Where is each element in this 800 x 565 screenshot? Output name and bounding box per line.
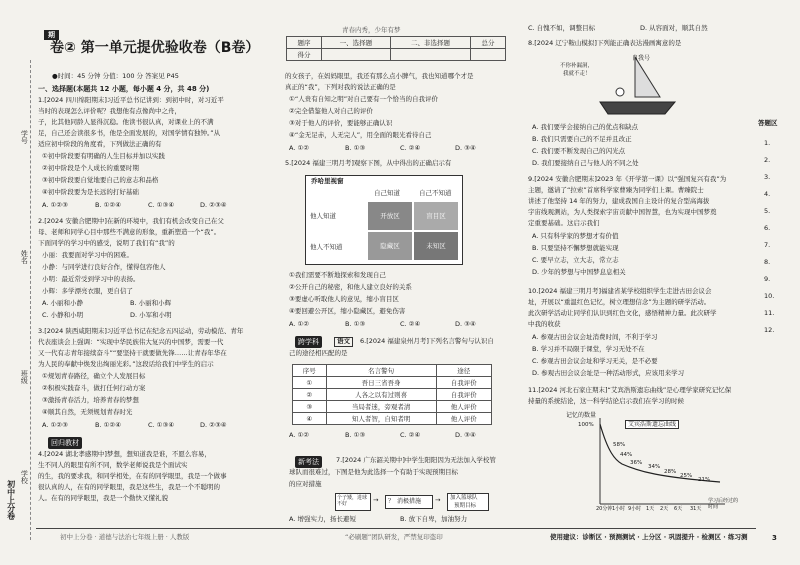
q6-line: 6.[2024 福建泉州月考]下列名言警句与认识自	[360, 337, 494, 345]
binding-xuehao: 学号	[20, 130, 29, 144]
q10-line: 址，开展以“重温红色记忆，树立理想信念”为主题的研学活动。	[528, 298, 711, 306]
q3-item: ③激扬青春活力，培养青春的梦想	[42, 396, 139, 404]
q6-cell: ③	[293, 401, 327, 413]
chart-title: 艾宾浩斯遗忘曲线	[625, 420, 679, 429]
q5-item: ①我们需要不断地探索和发现自己	[289, 271, 386, 279]
q3-option-c[interactable]: C. ①③④	[148, 421, 175, 429]
q8-text: 8.[2024 辽宁鞍山模拟]下列能正确表达漫画寓意的是	[528, 39, 682, 47]
slogan: 青春内秀，少年有梦	[342, 26, 401, 34]
section1-heading: 一、选择题(本题共 12 小题，每小题 4 分，共 48 分)	[38, 85, 210, 93]
johari-cell-unknown: 未知区	[414, 232, 458, 260]
q8-sail-label: 自我号	[632, 55, 651, 62]
johari-row-head-2: 他人不知道	[310, 243, 343, 251]
q7-flow-mid	[385, 495, 433, 509]
q1-item: ②初中阶段是个人成长的重要时期	[42, 164, 139, 172]
q6-cell: 他人评价	[436, 413, 491, 425]
answer-slot-label: 3.	[764, 173, 771, 181]
chart-x-tick: 9小时	[628, 506, 642, 512]
q1-item: ①初中阶段要有明确的人生目标并加以实践	[42, 152, 165, 160]
q6-cell: 吾日三省吾身	[326, 377, 436, 389]
q6-cell: 他人评价	[436, 401, 491, 413]
johari-cell-open: 开放区	[368, 202, 412, 230]
q1-line: 子，比其他同龄人显得沉稳。他读书很认真，对课业上的不满	[38, 118, 214, 126]
q1-line: 适应初中阶段的角度看，下列做法正确的有	[38, 140, 162, 148]
chart-x-tick: 1小时	[612, 506, 626, 512]
q6-head-1: 序号	[293, 365, 327, 377]
q11-line: 11.[2024 河北石家庄期末]“艾宾浩斯遗忘曲线”是心理学家研究记忆保	[528, 386, 732, 394]
q7-flow-arrow: →	[435, 496, 441, 504]
q1-item: ③初中阶段要自觉地要自己的意志和品格	[42, 176, 159, 184]
binding-banji: 班级	[20, 370, 29, 384]
q5-text: 5.[2024 福建三明月考]观察下图，从中得出的正确启示有	[285, 159, 452, 167]
q6-cell: 自我评价	[436, 377, 491, 389]
answer-slot-label: 11.	[764, 309, 775, 317]
q1-line: 当时的表现怎么评价呢？我想他有点像尚中之舟，	[38, 107, 181, 115]
q5-item: ④要回避公开区，缩小隐藏区，避免伤害	[289, 307, 406, 315]
answer-slot-label: 10.	[764, 292, 775, 300]
q4-option-b[interactable]: B. ①③	[345, 144, 366, 152]
q4-option-a[interactable]: A. ①②	[289, 144, 310, 152]
q7-line: 7.[2024 广东韶关期中]中学生阳阳因为无法加入学校管	[336, 456, 496, 464]
q2-option-a[interactable]: A. 小丽和小静	[42, 299, 83, 307]
q4-line: 很认真的人，在有的同学眼里，我是这些生，我是一个不聪明的	[38, 483, 220, 491]
answer-slot-label: 12.	[764, 326, 775, 334]
q7-flow-start-text: 个子矮，进球不好	[337, 495, 368, 507]
score-row-label: 得分	[287, 49, 322, 61]
footer-middle: “必刷题”团队研发，严禁复印盗印	[345, 533, 443, 541]
chart-xlabel: 学习后经过的时间	[708, 498, 739, 510]
q4-item: ②完全借鉴他人对自己的评价	[289, 107, 373, 115]
q1-item: ④初中阶段要为是长远的打好基础	[42, 188, 139, 196]
q5-option-b[interactable]: B. ①③	[345, 320, 366, 328]
footer-usage: 使用建议：诊断区 · 预测测试 · 上分区 · 巩固提升 · 检测区 · 练习测	[550, 533, 748, 541]
q6-option-c[interactable]: C. ②④	[400, 431, 421, 439]
q3-item: ②积极实践奋斗，做打任何行动方案	[42, 384, 146, 392]
q1-line: 1.[2024 四川绵阳期末]习近平总书记讲到：到初中时，对习近平	[38, 96, 224, 104]
answer-slot-label: 6.	[764, 224, 771, 232]
q2-line: 下面同学的学习中的感受，说明了我们有“我”的	[38, 239, 175, 247]
johari-title: 乔哈里视窗	[311, 177, 344, 185]
q3-option-d[interactable]: D. ②③④	[200, 421, 227, 429]
johari-row-head-1: 他人知道	[310, 212, 336, 220]
q8-option-d[interactable]: D. 我们要接纳自己与他人的不同之处	[532, 159, 639, 167]
score-head-3: 二、非选择题	[390, 37, 470, 49]
q6-option-a[interactable]: A. ①②	[289, 431, 310, 439]
q5-item: ③要虚心听取他人的意见，缩小盲目区	[289, 295, 399, 303]
q3-item: ①规划青春路径，确立个人发展目标	[42, 372, 146, 380]
answer-slot-label: 7.	[764, 241, 771, 249]
binding-line	[30, 60, 31, 540]
q6-table	[292, 364, 492, 425]
q1-line: 足，自己还会读很多书，他是全面发展的，对国学情有独钟。”从	[38, 129, 221, 137]
q4-line: 4.[2024 湖北孝感期中]梦想，想知道我是谁，不愿么容易，	[38, 450, 211, 458]
q3-option-a[interactable]: A. ①②③	[42, 421, 68, 429]
q4-option-d[interactable]: D. ③④	[455, 144, 476, 152]
answer-slot-label: 4.	[764, 190, 771, 198]
corner-label: 期	[44, 30, 59, 40]
forgetting-curve	[600, 424, 720, 482]
footer-rule	[36, 528, 756, 529]
q2-item: 小明：最近常受到学习中的表扬。	[42, 275, 140, 283]
person-head	[616, 88, 624, 96]
q3-line: 3.[2024 陕西咸阳期末]习近平总书记在纪念五四运动，劳动模范、青年	[38, 327, 244, 335]
q8-cartoon	[590, 52, 680, 122]
johari-col-head-1: 自己知道	[374, 189, 400, 197]
q7-line: 球队而很难过，下图是他为此选择一个有助于实现预期目标	[289, 468, 458, 476]
johari-col-head-2: 自己不知道	[419, 189, 452, 197]
q6-head-3: 途径	[436, 365, 491, 377]
q10-option-b[interactable]: B. 学习并不局限于课堂，学习无处不在	[532, 345, 645, 353]
q3-line: 代表座谈会上强调：“实现中华民族伟大复兴的中国梦，需要一代	[38, 338, 224, 346]
binding-xingming: 姓名	[20, 250, 29, 264]
score-head-1: 题序	[287, 37, 322, 49]
q6-head-2: 名言警句	[326, 365, 436, 377]
boat-hull	[600, 102, 675, 114]
q9-option-d[interactable]: D. 少年的梦想与中国梦息息相关	[532, 268, 626, 276]
q10-option-d[interactable]: D. 参观古田会议会址是一种活动形式，应该用来学习	[532, 369, 685, 377]
chart-label: 28%	[664, 469, 677, 475]
q7-flow-end	[447, 493, 489, 511]
q4-option-c[interactable]: C. ②④	[400, 144, 421, 152]
q2-item: 小静：与同学进行良好合作，懂得包容他人	[42, 263, 166, 271]
q2-line: 母、老师和同学心目中那些不满意的形象，重新塑造一个“我”。	[38, 228, 221, 236]
q4-item: ①“人贵有自知之明”对自己要有一个恰当的自我评价	[289, 95, 439, 103]
q3-line: 为人民的奉献中焕发出绚丽光彩。”这段话给我们中学生的启示	[38, 360, 214, 368]
q8-speech-1: 不你补漏洞，	[560, 63, 594, 69]
q8-option-b[interactable]: B. 我们只需要自己的不足并且改正	[532, 135, 632, 143]
q2-option-b[interactable]: B. 小丽和小辉	[130, 299, 172, 307]
q6-cell: 当局者迷，旁观者清	[326, 401, 436, 413]
sail	[635, 57, 660, 97]
q6-tag-subject: 语文	[334, 337, 353, 347]
q4-cont-line: 的女孩子，在妈妈眼里，我还有那么点小脾气，我也知道哪个才是	[285, 72, 474, 80]
q7-option-a[interactable]: A. 增强实力，扬长避短	[289, 515, 356, 523]
footer-left: 初中上分卷 · 道德与法治七年级上册 · 人教版	[60, 533, 190, 541]
q7-flow-arrow: →	[373, 496, 379, 504]
chart-ylabel: 记忆的数量	[566, 412, 597, 419]
chart-label: 44%	[620, 452, 633, 458]
johari-cell-hidden: 隐藏区	[368, 232, 412, 260]
q2-item: 小丽：我要面对学习中的困难。	[42, 251, 133, 259]
chart-label: 58%	[613, 442, 626, 448]
q7-flow-end-label: 预期目标	[454, 503, 477, 509]
q4-tag: 回归教材	[48, 437, 82, 449]
q8-option-a[interactable]: A. 我们要学会接纳自己的优点和缺点	[532, 123, 638, 131]
q6-tag: 跨学科	[295, 336, 322, 348]
q10-option-a[interactable]: A. 参观古田会议会址消费时间，不利于学习	[532, 333, 658, 341]
q9-option-b[interactable]: B. 只要坚持不懈梦想就能实现	[532, 244, 619, 252]
q5-option-c[interactable]: C. ②④	[400, 320, 421, 328]
page-number: 3	[772, 534, 777, 542]
q9-line: 主题，邀请了“拉索”首席科学家曹臻为同学们上课。曹臻院士	[528, 186, 704, 194]
chart-label: 34%	[648, 464, 661, 470]
q3-line: 又一代有志青年接续奋斗”“要坚持干就要做先锋……让青春年华在	[38, 349, 227, 357]
answer-slot-label: 8.	[764, 258, 771, 266]
q10-line: 10.[2024 福建三明月考]福建省某学校组织学生走进古田会议会	[528, 287, 712, 295]
q5-option-a[interactable]: A. ①②	[289, 320, 310, 328]
q6-cell: ②	[293, 389, 327, 401]
q10-option-c[interactable]: C. 参观古田会议会址和学习无关，是不必要	[532, 357, 658, 365]
binding-xuexiao: 学校	[20, 470, 29, 484]
q1-option-a[interactable]: A. ①②③	[42, 201, 68, 209]
q2-line: 2.[2024 安徽合肥期中]在新的环境中，我们有机会改变自己在父	[38, 217, 224, 225]
q9-line: 讲述了他坚持 14 年的努力，建成我国自主设计的复合型高海拔	[528, 197, 710, 205]
q7-flow-start	[335, 493, 371, 511]
q5-option-d[interactable]: D. ③④	[455, 320, 476, 328]
q7-option-b[interactable]: B. 放下自卑，加油努力	[400, 515, 468, 523]
q1-option-b[interactable]: B. ①②④	[95, 201, 122, 209]
answer-panel-title: 答题区	[758, 119, 778, 127]
chart-x-tick: 31天	[690, 506, 702, 512]
chart-y-tick: 100%	[578, 422, 594, 428]
q6-cell: ④	[293, 413, 327, 425]
chart-label: 21%	[698, 477, 711, 483]
q8-option-c[interactable]: C. 我们要不断发现自己的闪光点	[532, 147, 626, 155]
chart-x-tick: 20分钟	[596, 506, 613, 512]
q4-line: 生不同人的眼里有所不同，数学老师说我是个面试实	[38, 461, 188, 469]
q10-line: 此次研学活动让同学们认识到红色文化，感悟精神力量。此次研学	[528, 309, 717, 317]
q9-line: 宇宙线观测站，为人类探索宇宙贡献中国智慧，也为实现中国梦奠	[528, 208, 717, 216]
score-head-4: 总分	[471, 37, 506, 49]
q4-item: ④“金无足赤，人无完人”，用全面的眼光看待自己	[289, 131, 432, 139]
q9-option-a[interactable]: A. 只有科学家的梦想才有价值	[532, 232, 619, 240]
q5-item: ②公开自己的秘密，和他人建立良好的关系	[289, 283, 412, 291]
q9-line: 定重要基础。这启示我们	[528, 219, 600, 227]
q4-line: 人。在有的同学眼里，我是一个勤快又懂礼貌	[38, 494, 168, 502]
q7-line: 的应对措施	[289, 480, 322, 488]
chart-label: 36%	[630, 460, 643, 466]
q7-flow-question: ？	[388, 498, 395, 505]
q6-line: 己的途径相匹配的是	[289, 349, 348, 357]
q7-option-d[interactable]: D. 从容面对，顺其自然	[640, 24, 708, 32]
q9-option-c[interactable]: C. 要早立志，立大志，常立志	[532, 256, 619, 264]
q4-line: 的生，我的要求我，和同学相处，在有的同学眼里，我是一个做事	[38, 472, 227, 480]
q10-line: 中我的收获	[528, 320, 561, 328]
answer-slot-label: 2.	[764, 156, 771, 164]
q7-flow-end-text: 加入篮球队	[450, 495, 478, 501]
q11-line: 持量的系统结论，这一科学结论启示我们在学习的时候	[528, 397, 684, 405]
score-table	[286, 36, 506, 61]
q7-flow-mid-text: 消极措施	[397, 498, 422, 505]
chart-x-tick: 2天	[660, 506, 669, 512]
q7-tag: 新考法	[295, 456, 322, 468]
q4-item: ③对于他人的评价，要能够正确认识	[289, 119, 393, 127]
q2-option-d[interactable]: D. 小军和小明	[130, 311, 172, 319]
q9-line: 9.[2024 安徽合肥期末]2023 年《开学第一课》以“强国复兴有我”为	[528, 175, 727, 183]
binding-brand: 初中上分卷	[6, 480, 16, 520]
answer-slot-label: 9.	[764, 275, 771, 283]
q2-option-c[interactable]: C. 小静和小明	[42, 311, 84, 319]
chart-x-tick: 1天	[646, 506, 655, 512]
q3-item: ④顺其自然，无须规划青春时光	[42, 408, 133, 416]
q4-cont-line: 真正的“我”，下列对我的说法正确的是	[285, 83, 396, 91]
q2-item: 小辉：多学漂亮衣服，更自信了	[42, 287, 133, 295]
chart-x-tick: 6天	[674, 506, 683, 512]
meta-info: ●时间：45 分钟 分值：100 分 答案见 P45	[52, 72, 179, 80]
q7-option-c[interactable]: C. 自愧不如，调整目标	[528, 24, 596, 32]
q6-option-d[interactable]: D. ③④	[455, 431, 476, 439]
chart-label: 25%	[680, 473, 693, 479]
q6-cell: 知人者智，自知者明	[326, 413, 436, 425]
johari-cell-blind: 盲目区	[414, 202, 458, 230]
johari-window	[305, 175, 463, 265]
q8-speech-2: 我就不走！	[563, 71, 591, 77]
q3-option-b[interactable]: B. ①②④	[95, 421, 122, 429]
q6-cell: 人各之以有过则喜	[326, 389, 436, 401]
q6-cell: ①	[293, 377, 327, 389]
q1-option-c[interactable]: C. ①③④	[148, 201, 175, 209]
q6-cell: 自我评价	[436, 389, 491, 401]
answer-slot-label: 1.	[764, 139, 771, 147]
q6-option-b[interactable]: B. ①③	[345, 431, 366, 439]
answer-slot-label: 5.	[764, 207, 771, 215]
test-title: 卷② 第一单元提优验收卷（B卷）	[50, 40, 260, 56]
score-head-2: 一、选择题	[321, 37, 390, 49]
q1-option-d[interactable]: D. ②③④	[200, 201, 227, 209]
